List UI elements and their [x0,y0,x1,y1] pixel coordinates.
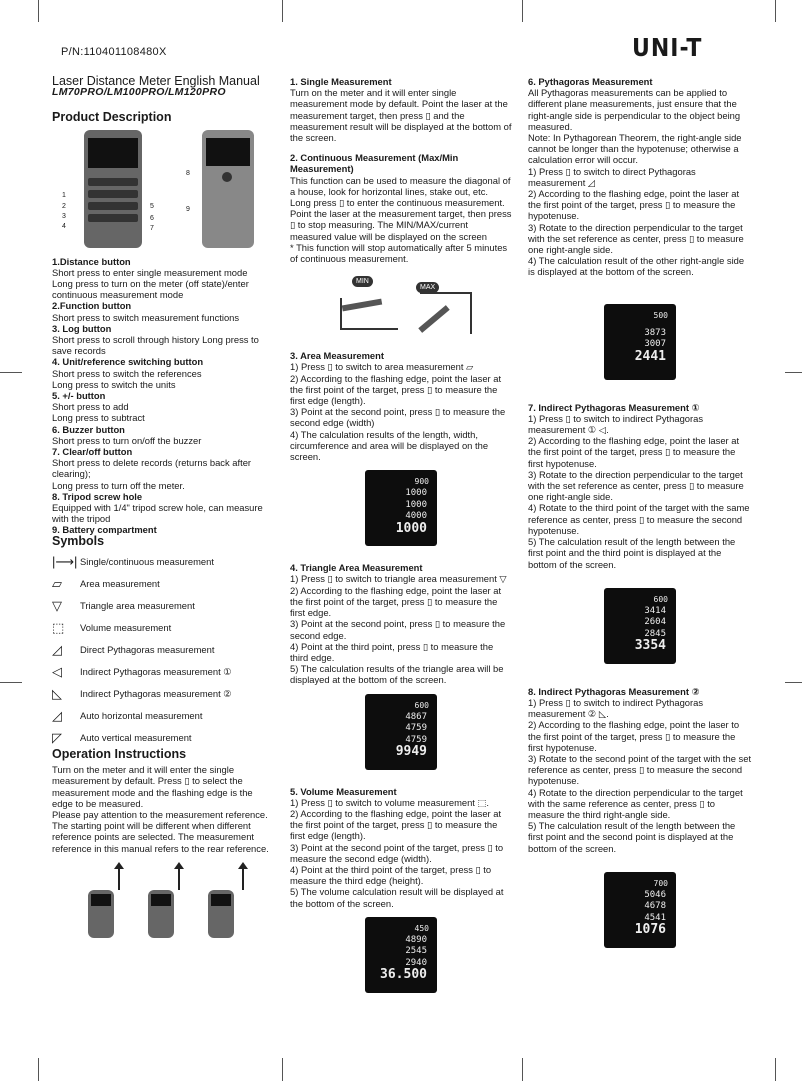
device-back [202,130,254,248]
measurement-mode-icon: ◸ [52,730,62,746]
min-label: MIN [352,276,373,287]
symbol-row [52,595,274,617]
arrow-up-icon [242,868,244,890]
section-text: 1) Press ▯ to switch to volume measurement ⬚. 2) According to the flashing edge, point the laser at the first point of the target, press ▯ to measure the first edge (length). 3) Point at the second point of the target, press ▯ to measure the second edge (width). 4) Point at the third point of the target, press ▯ to measure the third edge (height). 5) The volume calculation result will be displayed at the bottom of the screen. [290,796,504,909]
lcd-row: 3873 [644,327,666,338]
column-1 [52,76,274,938]
device-mini [148,890,174,938]
symbols-list [52,551,274,749]
symbol-label: Direct Pythagoras measurement [80,644,215,656]
trim-mark [775,0,776,22]
section-heading: 8. Indirect Pythagoras Measurement ② [528,685,700,697]
lcd-row: 4541 [644,912,666,923]
lcd-row: 2545 [405,946,427,957]
callout: 7 [150,224,154,232]
lcd-result: 1076 [634,922,666,938]
reference-illustration [52,856,274,938]
measurement-mode-icon: ◿ [52,708,62,724]
device-mini [208,890,234,938]
symbol-row [52,573,274,595]
measurement-mode-icon: |⟶| [52,554,78,570]
section-heading: 4. Triangle Area Measurement [290,562,423,574]
lcd-result: 2441 [634,348,666,364]
callout: 8 [186,169,190,177]
measurement-mode-icon: ▽ [52,598,62,614]
button-description-heading: 8. Tripod screw hole [52,490,143,502]
lcd-angle: 450 [414,923,429,933]
button-descriptions [52,256,274,536]
section-heading: 7. Indirect Pythagoras Measurement ① [528,401,700,413]
trim-mark [785,682,802,683]
button-description-text: Short press to enter single measurement mode Long press to turn on the meter (off state)/enter continuous measurement mode [52,266,249,301]
lcd-row: 1000 [405,488,427,499]
callout: 3 [62,212,66,220]
lcd-row: 4867 [405,711,427,722]
lcd-result: 9949 [395,744,427,760]
lcd-row: 2940 [405,957,427,968]
symbol-row [52,683,274,705]
lcd-result: 3354 [634,638,666,654]
button-description-heading: 2.Function button [52,300,132,312]
column-3 [528,76,752,948]
lcd-row: 4759 [405,734,427,745]
callout: 4 [62,222,66,230]
part-number: P/N:110401108480X [61,46,167,58]
max-label: MAX [416,282,439,293]
button-description-heading: 9. Battery compartment [52,524,157,536]
minmax-illustration [290,272,512,338]
callout: 2 [62,202,66,210]
lcd-row: 2845 [644,628,666,639]
button-description-text: Short press to turn on/off the buzzer [52,434,202,446]
lcd-row: 3414 [644,605,666,616]
column-2 [290,76,512,993]
trim-mark [785,372,802,373]
lcd-screen [604,304,676,380]
lcd-screen [365,470,437,546]
section-heading: 6. Pythagoras Measurement [528,76,653,87]
trim-mark [775,1058,776,1081]
button-description-text: Short press to scroll through history Long press to save records [52,334,259,357]
trim-mark [0,682,22,683]
section-text: Turn on the meter and it will enter single measurement mode by default. Point the laser at the measurement target, then press ▯ and the measurement result will be displayed at the bottom of the screen. [290,87,512,144]
trim-mark [38,1058,39,1081]
symbol-label: Area measurement [80,578,160,590]
device-front [84,130,142,248]
trim-mark [522,1058,523,1081]
device-mini [88,890,114,938]
lcd-angle: 600 [414,700,429,710]
callout: 6 [150,214,154,222]
symbol-row [52,639,274,661]
measurement-mode-icon: ⬚ [52,620,65,636]
trim-mark [282,0,283,22]
manual-title: Laser Distance Meter English Manual [52,74,260,88]
symbol-label: Single/continuous measurement [80,556,214,568]
arrow-up-icon [178,868,180,890]
section-text: All Pythagoras measurements can be applied to different plane measurements, just ensure that the right-angle side is perpendicular to the object being measured. Note: In Pythagorean Theorem, the right-angle side cannot be longer than the hypotenuse; otherwise a calculation error will occur. 1) Press ▯ to switch to direct Pythagoras measurement ◿ 2) According to the flashing edge, point the laser at the first point of the target, press ▯ to measure the hypotenuse. 3) Rotate to the direction perpendicular to the target with the set reference as center, press ▯ to measure one right-angle side. 4) The calculation result of the other right-angle side is displayed at the bottom of the screen. [528,87,745,278]
lcd-row: 4890 [405,934,427,945]
measurement-mode-icon: ▱ [52,576,62,592]
lcd-angle: 700 [653,878,668,888]
measurement-mode-icon: ◺ [52,686,62,702]
lcd-screen [365,917,437,993]
callout: 9 [186,205,190,213]
trim-mark [282,1058,283,1081]
callout: 1 [62,191,66,199]
section-heading: 3. Area Measurement [290,350,384,362]
symbol-label: Triangle area measurement [80,600,195,612]
operation-text: Turn on the meter and it will enter the single measurement by default. Press ▯ to select the measurement mode and the flashing edge is the edge to be measured. Please pay attention to the measurement reference. The starting point will be different when different reference points are selected. The measurement reference in this manual refers to the rear reference. [52,764,269,854]
symbols-heading: Symbols [52,533,105,548]
button-description-heading: 6. Buzzer button [52,423,125,435]
lcd-row: 4678 [644,901,666,912]
lcd-row: 2604 [644,617,666,628]
lcd-row: 4000 [405,511,427,522]
button-description-heading: 3. Log button [52,322,112,334]
button-description-text: Short press to add Long press to subtract [52,401,145,424]
lcd-angle: 900 [414,477,429,487]
section-text: 1) Press ▯ to switch to indirect Pythagoras measurement ② ◺. 2) According to the flashing edge, point the laser to the first point of the target, press ▯ to measure the first hypotenuse. 3) Rotate to the second point of the target with the set reference as center, press ▯ to measure the second hypotenuse. 4) Rotate to the direction perpendicular to the target with the same reference as center, press ▯ to measure the third right-angle side. 5) The calculation result of the length between the first point and the second point is displayed at the bottom of the screen. [528,696,752,854]
trim-mark [522,0,523,22]
button-description-heading: 1.Distance button [52,255,131,267]
lcd-row: 1000 [405,499,427,510]
button-description-heading: 4. Unit/reference switching button [52,356,204,368]
button-description-text: Short press to delete records (returns back after clearing); Long press to turn off the meter. [52,457,252,491]
button-description-text: Equipped with 1/4" tripod screw hole, can measure with the tripod [52,502,263,525]
lcd-screen [365,694,437,770]
symbol-row [52,661,274,683]
section-text: 1) Press ▯ to switch to area measurement ▱ 2) According to the flashing edge, point the laser at the first point of the target, press ▯ to measure the first edge (length). 3) Point at the second point, press ▯ to measure the second edge (width) 4) The calculation results of the length, width, circumference and area will be displayed on the screen. [290,361,506,463]
symbol-label: Auto vertical measurement [80,732,192,744]
section-heading: 1. Single Measurement [290,76,392,87]
symbol-label: Auto horizontal measurement [80,710,203,722]
section-text: This function can be used to measure the diagonal of a house, look for horizontal lines, stake out, etc. Long press ▯ to enter the continuous measurement. Point the laser at the measurement target, then press ▯ to stop measuring. The MIN/MAX/current measured value will be displayed on the screen * This function will stop automatically after 5 minutes of continuous measurement. [290,174,512,265]
symbol-row [52,727,274,749]
lcd-row: 4759 [405,723,427,734]
operation-heading: Operation Instructions [52,746,187,761]
product-heading: Product Description [52,110,172,125]
section-heading: 5. Volume Measurement [290,785,397,797]
symbol-label: Indirect Pythagoras measurement ① [80,666,232,678]
button-description-text: Short press to switch the references Long press to switch the units [52,367,202,390]
trim-mark [38,0,39,22]
measurement-mode-icon: ◿ [52,642,62,658]
callout: 5 [150,202,154,210]
symbol-row [52,551,274,573]
button-description-text: Short press to switch measurement functions [52,311,240,323]
lcd-screen [604,588,676,664]
device-illustration [52,128,274,256]
symbol-row [52,705,274,727]
model-names: LM70PRO/LM100PRO/LM120PRO [52,86,226,99]
button-description-heading: 7. Clear/off button [52,446,133,458]
tripod-hole-icon [222,172,232,182]
section-text: 1) Press ▯ to switch to indirect Pythagoras measurement ① ◁. 2) According to the flashing edge, point the laser at the first point of the target, press ▯ to measure the first hypotenuse. 3) Rotate to the direction perpendicular to the target with the set reference as center, press ▯ to measure one right-angle side. 4) Rotate to the third point of the target with the same reference as center, press ▯ to measure the second hypotenuse. 5) The calculation result of the length between the first point and the third point is displayed at the bottom of the screen. [528,412,750,570]
arrow-up-icon [118,868,120,890]
button-description-heading: 5. +/- button [52,390,106,402]
symbol-label: Indirect Pythagoras measurement ② [80,688,232,700]
symbol-row [52,617,274,639]
lcd-screen [604,872,676,948]
lcd-result: 1000 [395,520,427,536]
trim-mark [0,372,22,373]
symbol-label: Volume measurement [80,622,172,634]
section-heading: 2. Continuous Measurement (Max/Min Measurement) [290,152,459,175]
lcd-row: 5046 [644,889,666,900]
brand-logo: UNI-T [632,34,703,63]
section-text: 1) Press ▯ to switch to triangle area measurement ▽ 2) According to the flashing edge, point the laser at the first point of the target, press ▯ to measure the first edge. 3) Point at the second point, press ▯ to measure the second edge. 4) Point at the third point, press ▯ to measure the third edge. 5) The calculation results of the triangle area will be displayed at the bottom of the screen. [290,573,507,686]
lcd-angle: 500 [653,310,668,320]
lcd-result: 36.500 [380,967,427,983]
lcd-angle: 600 [653,594,668,604]
lcd-row: 3007 [644,339,666,350]
measurement-mode-icon: ◁ [52,664,62,680]
